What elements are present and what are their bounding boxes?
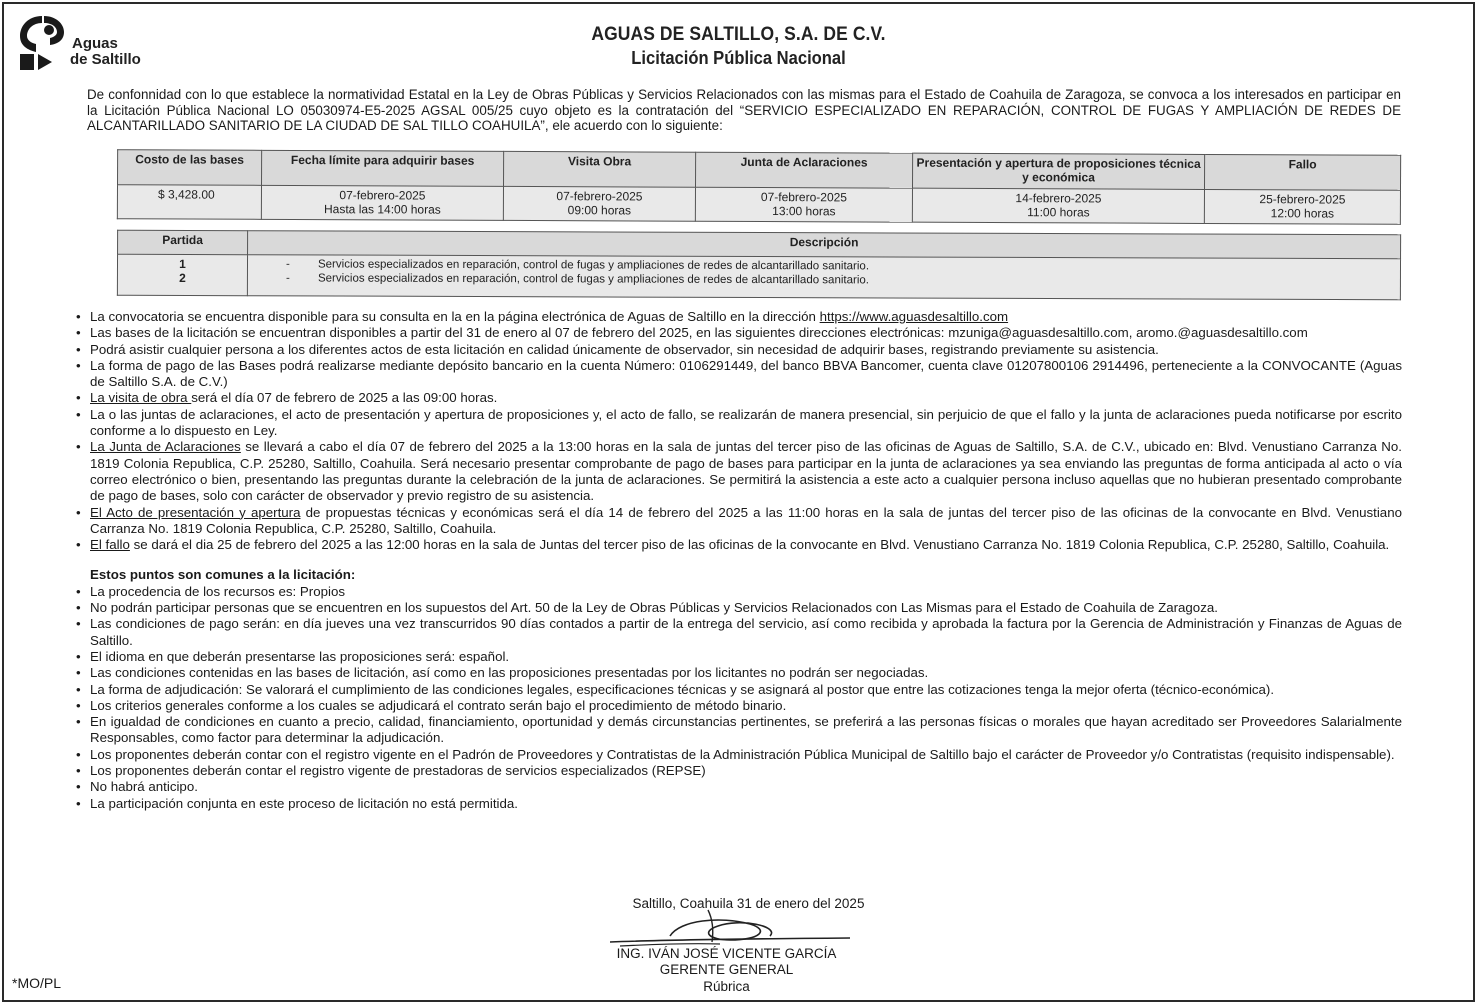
visit-date: 07-febrero-2025 (556, 188, 643, 203)
list-item-text: se dará el dia 25 de febrero del 2025 a las 12:00 horas en la sala de Juntas del tercer piso de las oficinas de la convocante en Blvd. Venustiano Carranza No. 1819 Colonia Republica, C.P. 25280, Saltillo, Coahuila. (129, 537, 1390, 553)
list-item: • El idioma en que deberán presentarse las proposiciones será: español. (76, 649, 1402, 665)
list-item-text: se llevará a cabo el día 07 de febrero del 2025 a la 13:00 horas en la sala de juntas del tercer piso de las oficinas de Aguas de Saltillo, S.A. de C.V., ubicado en: Blvd. Venustiano Carranza No. 1819 Colonia Republica, C.P. 25280, Saltillo, Coahuila. Será necesario presentar comprobante de pago de bases para participar en la junta de aclaraciones ya sea enviando las preguntas de forma anticipada al acto o vía correo electrónico o bien, presentando las preguntas durante la celebración de la junta de aclaraciones. Se permitirá la asistencia a este acto a cualquier persona incluso aquellas que no hubieran presentado comprobante de pago de bases, solo con carácter de observador y previo registro de su asistencia. (90, 439, 1402, 504)
page-title: AGUAS DE SALTILLO, S.A. DE C.V. (591, 24, 886, 45)
schedule-header-row (118, 150, 1401, 190)
lot-description-2 (286, 271, 1397, 289)
ruling-cell (1204, 189, 1400, 224)
lot-description-text: Servicios especializados en reparación, control de fugas y ampliaciones de redes de alcantarillado sanitario. (317, 258, 870, 273)
list-item: • No podrán participar personas que se encuentren en los supuestos del Art. 50 de la Ley de Obras Públicas y Servicios Relacionados con Las Mismas para el Estado de Coahuila de Zaragoza. (76, 600, 1402, 616)
list-item: • Las condiciones contenidas en las bases de licitación, así como en las proposiciones presentadas por los licitantes no podrán ser negociadas. (76, 665, 1402, 681)
list-item: • Los criterios generales conforme a los cuales se adjudicará el contrato serán bajo el procedimiento de método binario. (76, 698, 1402, 714)
list-item: • Podrá asistir cualquier persona a los diferentes actos de esta licitación en calidad únicamente de observador, sin necesidad de adquirir bases, registrando previamente su asistencia. (76, 342, 1402, 358)
list-item: • Las bases de la licitación se encuentran disponibles a partir del 31 de enero al 07 de febrero del 2025, en las siguientes direcciones electrónicas: mzuniga@aguasdesaltillo.com, aromo.@aguasdesaltillo.com (76, 325, 1402, 341)
underlined-term: La visita de obra (90, 390, 192, 406)
lot-number-2: 2 (179, 270, 186, 285)
common-points-title: Estos puntos son comunes a la licitación: (90, 567, 356, 583)
list-item: • La procedencia de los recursos es: Propios (76, 584, 1402, 600)
list-item: • En igualdad de condiciones en cuanto a precio, calidad, financiamiento, oportunidad y demás circunstancias pertinentes, se preferirá a las personas físicas o morales que hayan acreditado ser Proveedores Salarialmente Responsables, como factor para determinar la adjudicación. (76, 714, 1402, 747)
dash: - (285, 258, 290, 271)
list-item: • Los proponentes deberán contar con el registro vigente en el Padrón de Proveedores y Contratistas de la Administración Pública Municipal de Saltillo bajo el carácter de Proveedor y/o Contratistas (requisito indispensable). (76, 747, 1402, 763)
list-item (76, 390, 1402, 406)
lot-numbers (117, 254, 247, 296)
visit-time: 09:00 horas (567, 202, 632, 217)
visit-cell (503, 186, 695, 221)
schedule-table (117, 149, 1401, 225)
deadline-cell (261, 185, 503, 221)
logo-line-2: de Saltillo (70, 51, 141, 68)
list-item: • La o las juntas de aclaraciones, el acto de presentación y apertura de proposiciones y, el acto de fallo, se realizarán de manera presencial, sin perjuicio de que el fallo y la junta de aclaraciones pueda notificarse por escrito conforme a lo dispuesto en Ley. (76, 407, 1402, 440)
ruling-date: 25-febrero-2025 (1259, 191, 1346, 207)
header-meeting: Junta de Aclaraciones (696, 152, 913, 187)
lot-number-1: 1 (179, 256, 186, 271)
list-item: • La forma de adjudicación: Se valorará el cumplimiento de las condiciones legales, especificaciones técnicas y se asignará al postor que entre las cotizaciones tenga la mejor oferta (técnico-económica). (76, 682, 1402, 698)
header-deadline: Fecha límite para adquirir bases (262, 150, 504, 186)
underlined-term: La Junta de Aclaraciones (90, 439, 241, 455)
cost-value: $ 3,428.00 (117, 184, 261, 219)
list-item (76, 439, 1402, 504)
schedule-data-row (117, 184, 1400, 224)
list-item: • La forma de pago de las Bases podrá realizarse mediante depósito bancario en la cuenta Número: 0106291449, del banco BBVA Bancomer, cuenta clave 01207800106 2914496, perteneciente a la CONVOCANTE (Aguas de Saltillo S.A. de C.V.) (76, 358, 1402, 391)
list-item (76, 505, 1402, 538)
lots-data-row (117, 254, 1400, 300)
list-item: • No habrá anticipo. (76, 779, 1402, 795)
header-visit: Visita Obra (504, 151, 696, 186)
underlined-term: El Acto de presentación y apertura (90, 504, 301, 520)
lots-table (117, 230, 1401, 300)
list-item: • Las condiciones de pago serán: en día jueves una vez transcurridos 90 días contados a partir de la entrega del servicio, así como recibida y aprobada la factura por la Gerencia de Administración y Finanzas de Aguas de Saltillo. (76, 616, 1402, 649)
intro-paragraph: De confonnidad con lo que establece la normatividad Estatal en la Ley de Obras Públicas y Servicios Relacionados con las mismas para el Estado de Coahuila de Zaragoza, se convoca a los interesados en participar en la Licitación Pública Nacional LO 05030974-E5-2025 AGSAL 005/25 cuyo objeto es la contratación del “SERVICIO ESPECIALIZADO EN REPARACIÓN, CONTROL DE FUGAS Y AMPLIACIÓN DE REDES DE ALCANTARILLADO SANITARIO DE LA CIUDAD DE SAL TILLO COAHUILA”, ele acuerdo con lo siguiente: (87, 87, 1401, 133)
ruling-time: 12:00 horas (1270, 205, 1335, 221)
deadline-date: 07-febrero-2025 (339, 187, 426, 203)
place-and-date: Saltillo, Coahuila 31 de enero del 2025 (632, 896, 865, 911)
list-item (76, 309, 1402, 325)
meeting-cell (695, 187, 912, 222)
signer-position: GERENTE GENERAL (659, 962, 794, 977)
list-item-text: será el día 07 de febrero de 2025 a las 09:00 horas. (191, 390, 498, 406)
header-lot: Partida (118, 230, 248, 254)
presentation-cell (912, 188, 1204, 224)
signature-rubric: Rúbrica (703, 979, 750, 994)
list-item-text: La convocatoria se encuentra disponible para su consulta en la en la página electrónica de Aguas de Saltillo en la dirección (90, 309, 820, 324)
page-subtitle: Licitación Pública Nacional (631, 48, 846, 68)
presentation-time: 11:00 horas (1027, 204, 1090, 219)
meeting-date: 07-febrero-2025 (760, 189, 848, 204)
presentation-date: 14-febrero-2025 (1015, 190, 1102, 205)
list-item: • La participación conjunta en este proceso de licitación no está permitida. (76, 796, 1402, 812)
header-cost: Costo de las bases (118, 150, 262, 185)
logo-line-1: Aguas (72, 35, 118, 52)
underlined-term: El fallo (90, 537, 130, 553)
lot-descriptions (247, 254, 1400, 299)
dash: - (285, 272, 290, 285)
header-presentation: Presentación y apertura de proposiciones técnica y económica (912, 153, 1204, 189)
website-link[interactable]: https://www.aguasdesaltillo.com (819, 309, 1009, 324)
conditions-list (76, 309, 1402, 812)
deadline-time: Hasta las 14:00 horas (323, 201, 441, 217)
footnote: *MO/PL (12, 975, 62, 991)
signer-name: ING. IVÁN JOSÉ VICENTE GARCÍA (616, 946, 837, 961)
list-item-text: de propuestas técnicas y económicas será el día 14 de febrero del 2025 a las 11:00 horas en la sala de juntas del tercer piso de las oficinas de la convocante en Blvd. Venustiano Carranza No. 1819 Colonia Republica, C.P. 25280, Saltillo, Coahuila. (90, 504, 1402, 536)
list-item (76, 537, 1402, 553)
header-description: Descripción (248, 231, 1401, 259)
header-ruling: Fallo (1204, 154, 1400, 189)
list-item: • Los proponentes deberán contar el registro vigente de prestadoras de servicios especializados (REPSE) (76, 763, 1402, 779)
lot-description-text: Servicios especializados en reparación, control de fugas y ampliaciones de redes de alcantarillado sanitario. (317, 272, 870, 287)
meeting-time: 13:00 horas (772, 203, 836, 218)
